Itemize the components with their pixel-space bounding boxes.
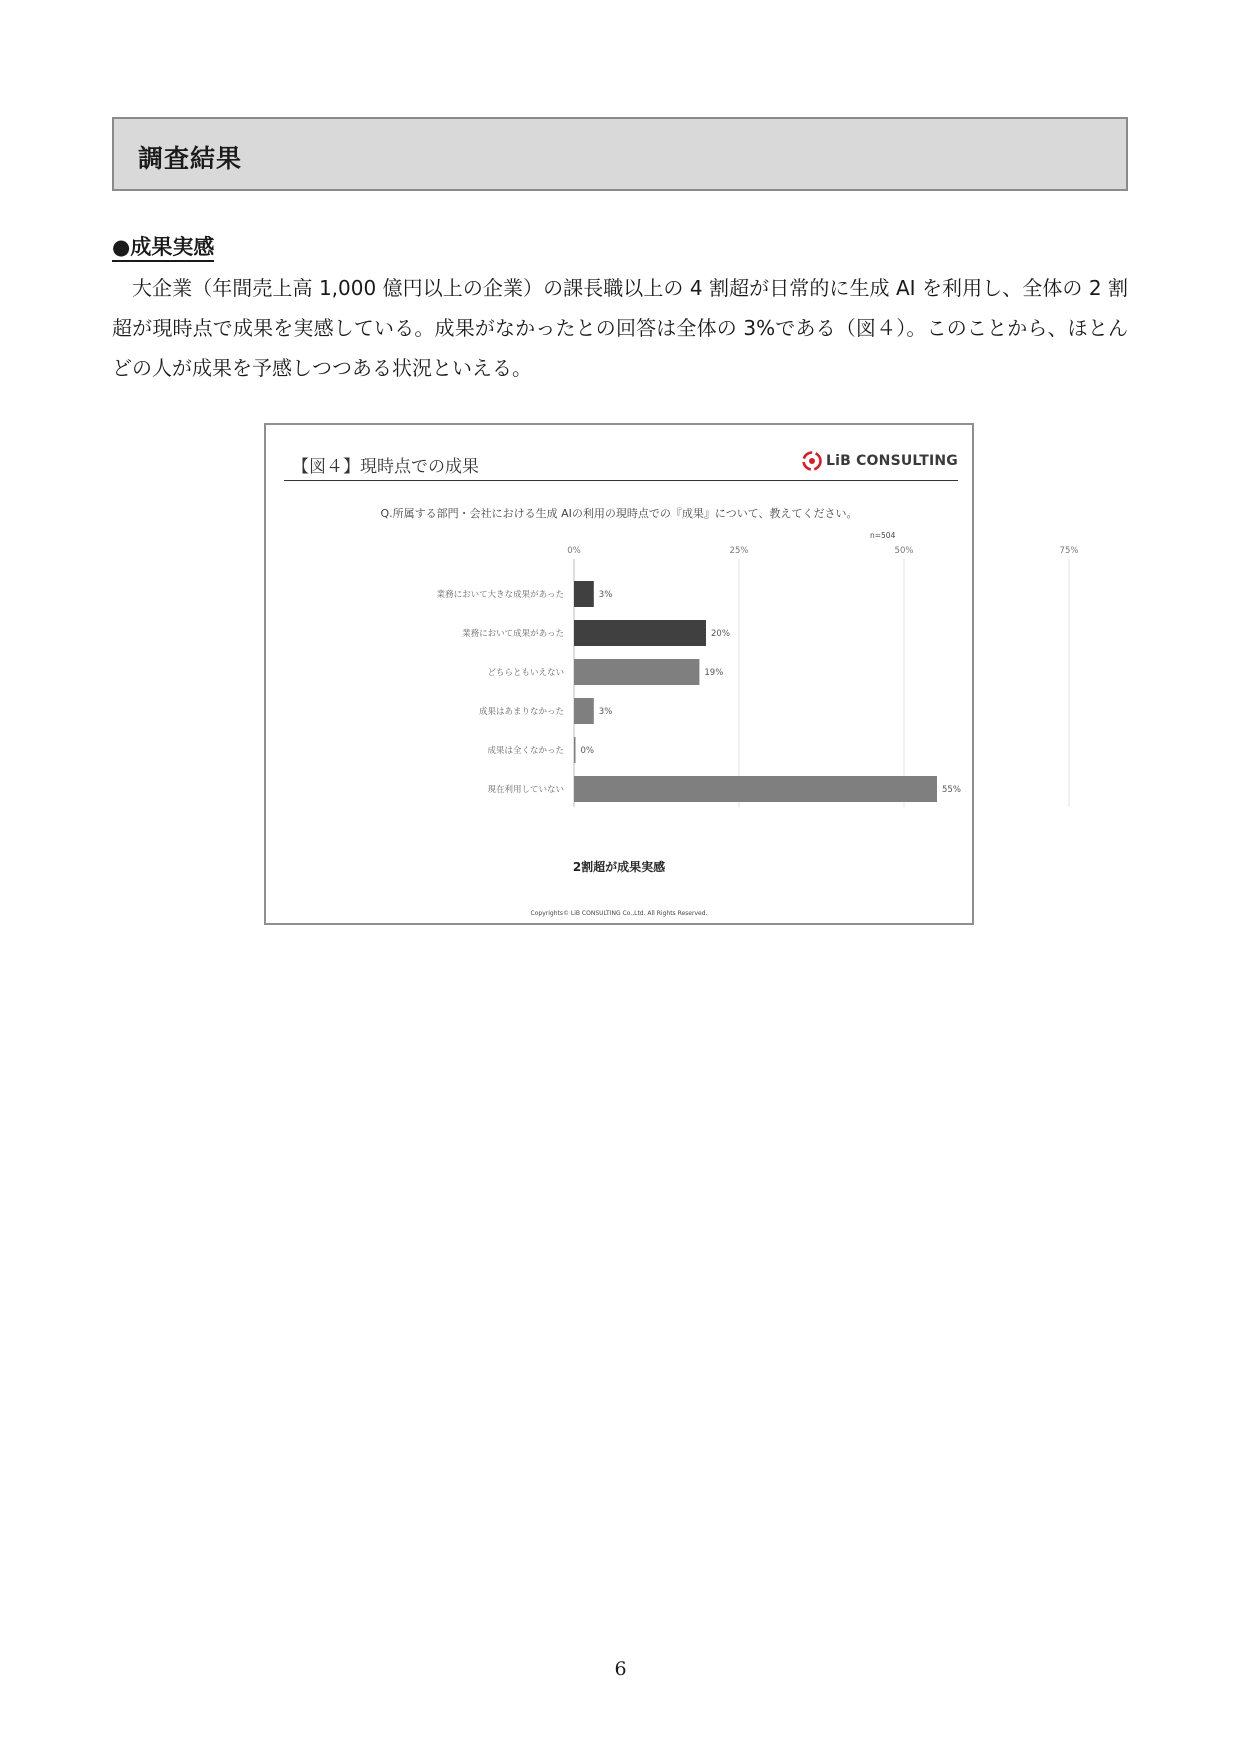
data-label: 20%	[711, 629, 730, 639]
copyright-notice: Copyrights© LiB CONSULTING Co.,Ltd. All Rights Reserved.	[530, 910, 708, 917]
x-tick-label: 25%	[729, 546, 749, 556]
chart-bar	[574, 581, 594, 607]
x-tick-label: 75%	[1059, 546, 1079, 556]
data-label: 19%	[704, 668, 724, 678]
section-header	[112, 117, 1128, 191]
section-title: 調査結果	[138, 144, 243, 173]
data-label: 3%	[598, 590, 613, 600]
x-tick-label: 0%	[567, 546, 581, 556]
x-tick-label: 50%	[894, 546, 914, 556]
category-label: 業務において大きな成果があった	[436, 590, 564, 600]
figure-title: 【図４】現時点での成果	[292, 457, 479, 477]
chart-bar	[574, 620, 706, 646]
subheading: ●成果実感	[112, 235, 214, 262]
chart-bar	[574, 698, 594, 724]
chart-bar	[574, 776, 937, 802]
category-label: 成果は全くなかった	[487, 746, 564, 756]
logo-text: LiB CONSULTING	[826, 453, 958, 469]
sample-size: n=504	[870, 531, 896, 540]
figure-caption: 2割超が成果実感	[572, 860, 666, 874]
page-number: 6	[614, 1658, 627, 1680]
category-label: 成果はあまりなかった	[478, 707, 564, 717]
chart-bar	[574, 659, 699, 685]
data-label: 0%	[580, 746, 594, 756]
category-label: 業務において成果があった	[462, 629, 564, 639]
body-paragraph: 大企業（年間売上高 1,000 億円以上の企業）の課長職以上の 4 割超が日常的に生成 AI を利用し、全体の 2 割超が現時点で成果を実感している。成果がなかったとの回答は全体の 3%である（図４）。このことから、ほとんどの人が成果を予感しつつある状況といえる。	[112, 276, 1128, 380]
data-label: 3%	[598, 707, 613, 717]
category-label: 現在利用していない	[487, 785, 564, 795]
survey-question: Q.所属する部門・会社における生成 AIの利用の現時点での『成果』について、教えてください。	[380, 507, 858, 520]
figure-4	[264, 423, 1079, 925]
bar-chart	[266, 425, 1079, 845]
chart-bar	[574, 737, 576, 763]
category-label: どちらともいえない	[487, 668, 564, 678]
data-label: 55%	[942, 785, 961, 795]
